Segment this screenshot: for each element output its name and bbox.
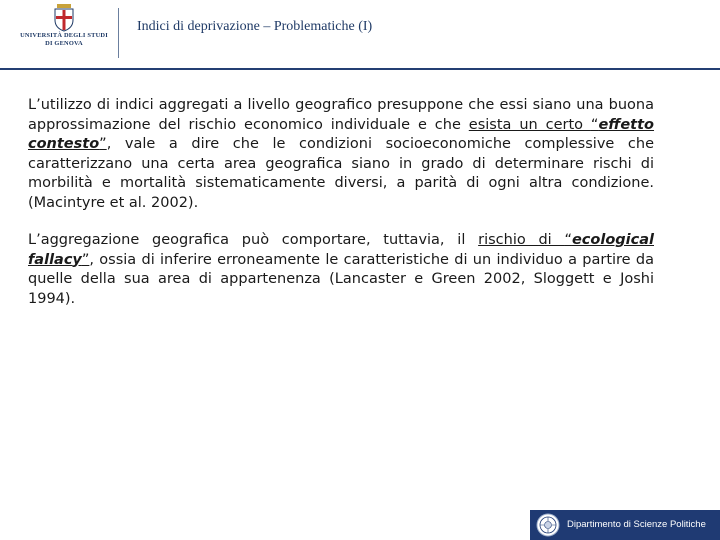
paragraph-2-text-b: , ossia di inferire erroneamente le caratteristiche di un individuo a partire da quelle della sua area di appartenenza (Lancaster e Green 2002, Sloggett e Joshi 1994). bbox=[28, 251, 654, 307]
paragraph-1-text-b: , vale a dire che le condizioni socioeconomiche complessive che caratterizzano una certa area geografica siano in grado di determinare rischi di morbilità e mortalità sistematicamente diversi, a parità di ogni altra condizione. (Macintyre et al. 2002). bbox=[28, 136, 654, 211]
department-seal-icon bbox=[536, 513, 560, 537]
slide-header bbox=[0, 0, 720, 70]
logo-text-line1: UNIVERSITÀ DEGLI STUDI bbox=[20, 32, 108, 39]
department-name: Dipartimento di Scienze Politiche bbox=[567, 519, 706, 530]
header-divider bbox=[118, 8, 119, 58]
paragraph-1-text-a: L’utilizzo di indici aggregati a livello geografico presuppone che essi siano una buona approssimazione del rischio economico individuale e che bbox=[28, 97, 654, 133]
slide-title: Indici di deprivazione – Problematiche (I) bbox=[137, 19, 373, 34]
paragraph-2-text-a: L’aggregazione geografica può comportare, tuttavia, il bbox=[28, 232, 479, 248]
university-crest-icon bbox=[53, 4, 75, 32]
paragraph-2-underlined-a: rischio di bbox=[478, 232, 565, 248]
paragraph-1 bbox=[28, 96, 654, 213]
paragraph-2-close-quote: ” bbox=[81, 251, 90, 268]
paragraph-2-emphasis: ecological fallacy bbox=[28, 232, 654, 268]
header-rule bbox=[0, 68, 720, 70]
paragraph-2-open-quote: “ bbox=[564, 232, 572, 248]
slide-footer bbox=[0, 510, 720, 540]
paragraph-1-open-quote: “ bbox=[590, 116, 599, 133]
logo-text-line2: DI GENOVA bbox=[45, 40, 83, 47]
paragraph-1-underlined-a: esista un certo bbox=[468, 116, 591, 133]
university-logo bbox=[8, 4, 120, 60]
paragraph-1-close-quote: ” bbox=[99, 136, 107, 152]
slide-body bbox=[28, 96, 654, 327]
paragraph-1-emphasis: effetto contesto bbox=[28, 116, 655, 152]
paragraph-2 bbox=[28, 231, 654, 309]
